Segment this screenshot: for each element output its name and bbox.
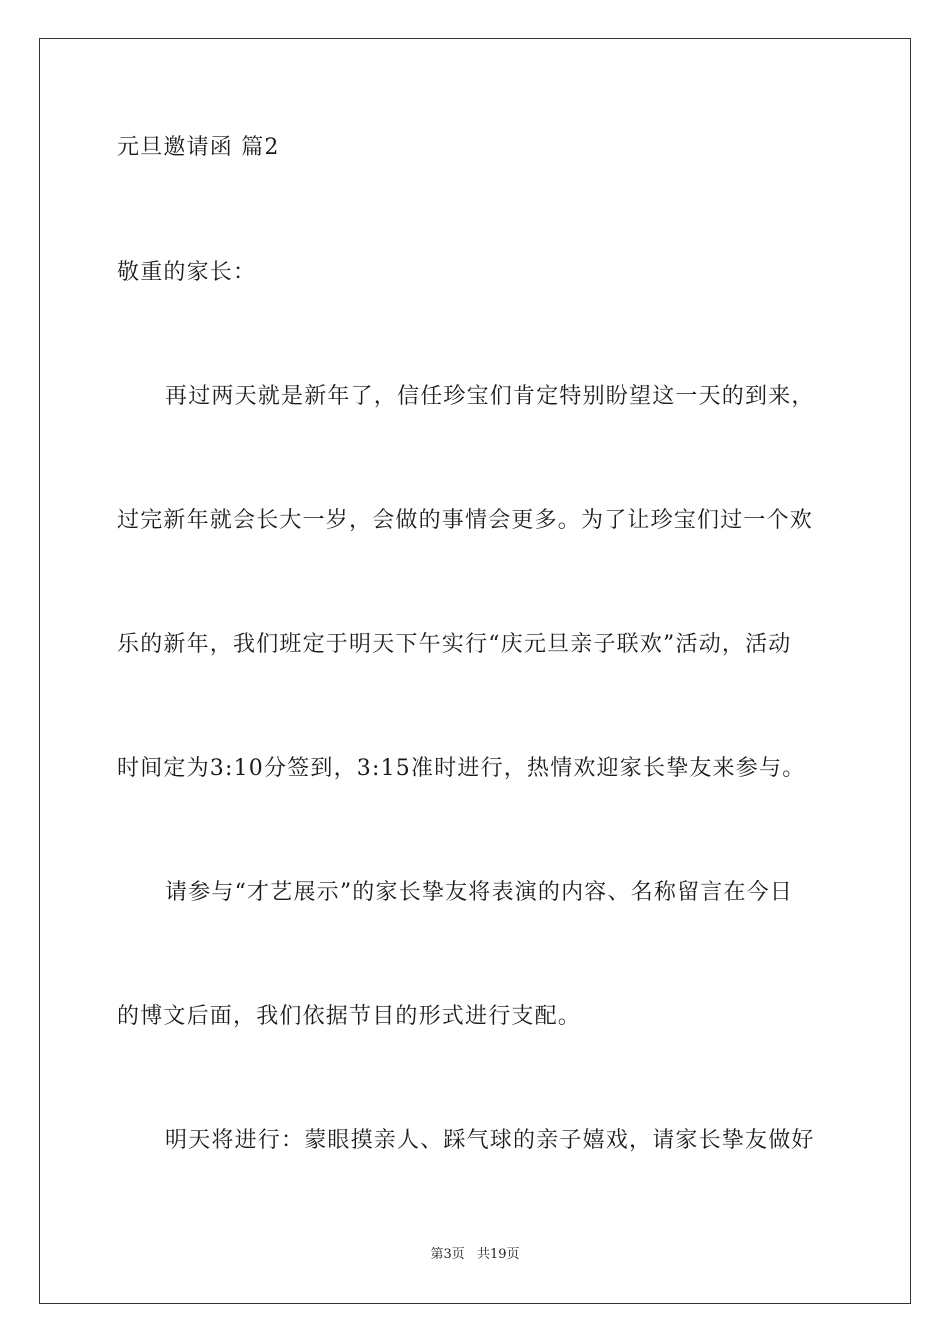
paragraph-line-5: 请参与“才艺展示”的家长挚友将表演的内容、名称留言在今日 <box>165 880 794 905</box>
paragraph-line-1: 再过两天就是新年了，信任珍宝们肯定特别盼望这一天的到来， <box>165 384 815 409</box>
page-footer <box>0 1246 950 1264</box>
paragraph-line-7: 明天将进行：蒙眼摸亲人、踩气球的亲子嬉戏，请家长挚友做好 <box>165 1128 815 1153</box>
paragraph-line-3: 乐的新年，我们班定于明天下午实行“庆元旦亲子联欢”活动，活动 <box>117 632 792 657</box>
page-total: 共19页 <box>476 1247 520 1262</box>
paragraph-line-4: 时间定为3:10分签到，3:15准时进行，热情欢迎家长挚友来参与。 <box>117 756 806 781</box>
paragraph-line-2: 过完新年就会长大一岁，会做的事情会更多。为了让珍宝们过一个欢 <box>117 508 814 533</box>
page-border <box>39 38 911 1304</box>
page-number: 第3页 <box>430 1247 465 1262</box>
paragraph-line-6: 的博文后面，我们依据节目的形式进行支配。 <box>117 1004 582 1029</box>
document-heading: 元旦邀请函 篇2 <box>117 135 280 160</box>
salutation: 敬重的家长： <box>117 260 257 285</box>
